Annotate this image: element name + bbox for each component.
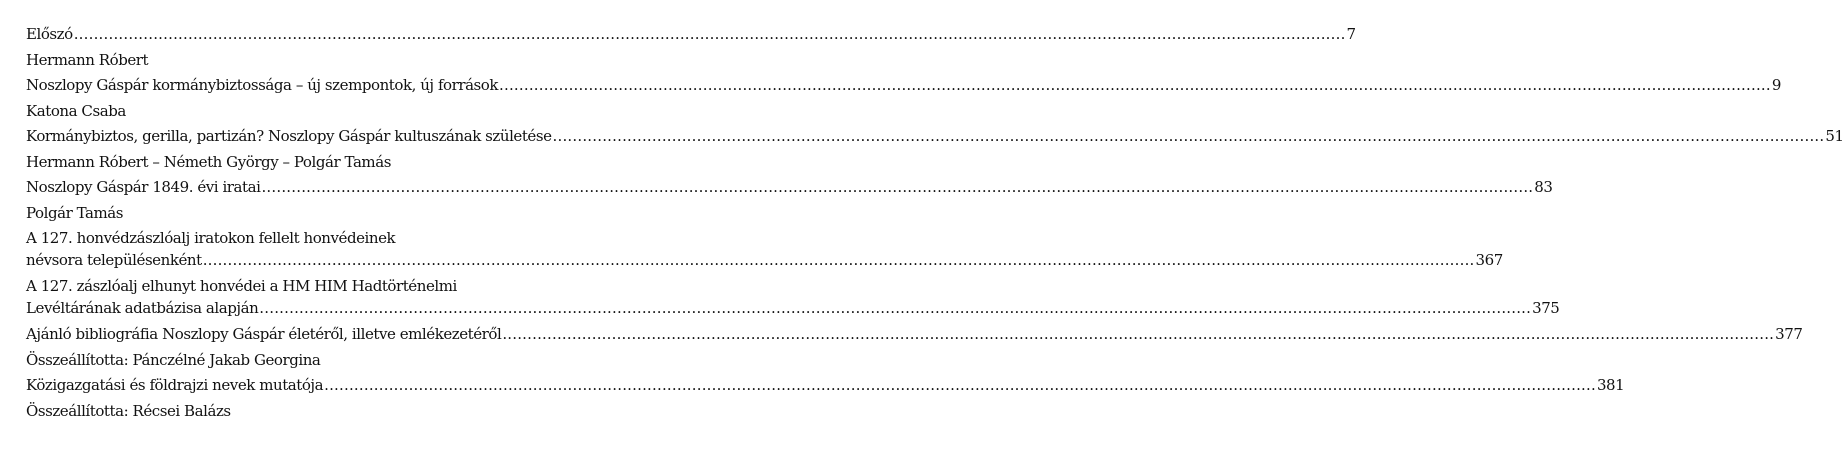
page-number: 367 — [1475, 251, 1503, 269]
page-number: 7 — [1346, 25, 1356, 43]
entry-title: Noszlopy Gáspár kormánybiztossága – új szempontok, új források — [26, 76, 499, 94]
toc-entry-mutato — [26, 373, 1625, 399]
toc-entry-nevsora — [26, 249, 1503, 274]
page-number: 83 — [1534, 178, 1553, 196]
entry-title: Kormánybiztos, gerilla, partizán? Noszlopy Gáspár kultuszának születése — [26, 127, 552, 145]
page-number: 381 — [1596, 376, 1625, 394]
entry-title-line2: névsora településenként — [26, 251, 202, 269]
entry-title: Noszlopy Gáspár 1849. évi iratai — [26, 178, 261, 196]
dot-leader — [502, 322, 1774, 348]
page-number: 51 — [1825, 127, 1844, 145]
toc-entry-adatbazis — [26, 297, 1560, 322]
toc-author: Hermann Róbert – Németh György – Polgár Tamás — [26, 152, 391, 171]
toc-entry-bibliografia — [26, 322, 1803, 348]
page-number: 9 — [1771, 76, 1781, 94]
toc-entry-iratai — [26, 175, 1553, 201]
toc-author: Katona Csaba — [26, 101, 126, 120]
table-of-contents — [26, 22, 1844, 424]
toc-author: Polgár Tamás — [26, 203, 124, 222]
dot-leader — [553, 124, 1825, 150]
toc-entry-eloszo — [26, 22, 1356, 48]
entry-title: Előszó — [26, 25, 73, 43]
toc-entry-kormanybiztossaga — [26, 73, 1781, 99]
dot-leader — [74, 22, 1346, 48]
page-number: 377 — [1775, 325, 1803, 343]
page-number: 375 — [1532, 299, 1560, 317]
entry-title: Közigazgatási és földrajzi nevek mutatója — [26, 376, 324, 394]
toc-author: Hermann Róbert — [26, 50, 149, 69]
entry-title: Ajánló bibliográfia Noszlopy Gáspár életéről, illetve emlékezetéről — [26, 325, 502, 343]
dot-leader — [261, 175, 1533, 201]
toc-compiler: Összeállította: Récsei Balázs — [26, 401, 231, 420]
entry-title-line1: A 127. honvédzászlóalj iratokon fellelt honvédeinek — [26, 229, 396, 247]
toc-entry-kultusz — [26, 124, 1844, 150]
dot-leader — [499, 73, 1771, 99]
entry-title-line2: Levéltárának adatbázisa alapján — [26, 299, 259, 317]
dot-leader — [259, 297, 1531, 320]
toc-compiler: Összeállította: Pánczélné Jakab Georgina — [26, 350, 321, 369]
dot-leader — [324, 373, 1596, 399]
dot-leader — [203, 249, 1475, 272]
entry-title-line1: A 127. zászlóalj elhunyt honvédei a HM HIM Hadtörténelmi — [26, 277, 457, 295]
